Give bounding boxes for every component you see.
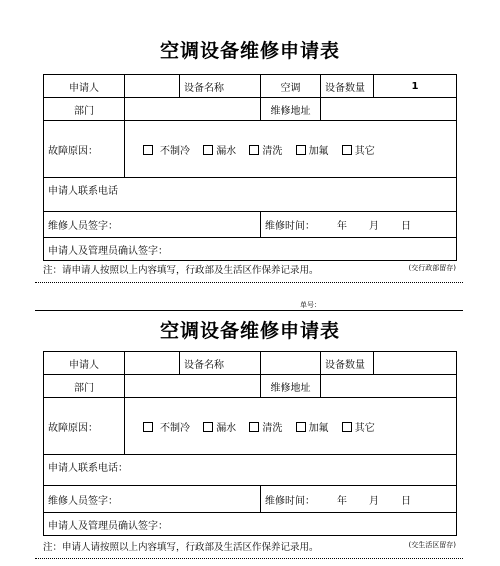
repair-time-field[interactable]: 维修时间： 年 月 日 — [261, 486, 457, 513]
divider — [35, 310, 463, 311]
checkbox-icon[interactable] — [143, 145, 153, 155]
department-label: 部门 — [44, 375, 125, 398]
repairer-sign-field[interactable] — [44, 212, 261, 238]
serial-label: 单号： — [300, 301, 321, 309]
device-qty-label: 设备数量 — [321, 352, 374, 375]
repairer-sign-label: 维修人员签字： — [48, 221, 118, 232]
option-leak[interactable]: 漏水 — [203, 419, 236, 434]
device-name-label: 设备名称 — [180, 352, 261, 375]
repair-address-field[interactable] — [321, 375, 457, 398]
department-label: 部门 — [44, 98, 125, 121]
confirm-sign-field[interactable] — [44, 513, 457, 536]
checkbox-icon[interactable] — [203, 145, 213, 155]
checkbox-icon[interactable] — [296, 145, 306, 155]
device-qty-value[interactable]: 1 — [374, 75, 457, 98]
device-name-value[interactable]: 空调 — [261, 75, 321, 98]
form-note: 注：请申请人按照以上内容填写，行政部及生活区作保养记录用。 (交行政部留存) — [43, 264, 456, 276]
cut-line — [35, 282, 463, 283]
option-leak[interactable]: 漏水 — [203, 142, 236, 157]
fault-options — [125, 121, 457, 178]
applicant-field[interactable] — [125, 352, 180, 375]
note-dept: (交行政部留存) — [408, 264, 456, 272]
contact-phone-field[interactable] — [44, 178, 457, 212]
repair-address-field[interactable] — [321, 98, 457, 121]
repairer-sign-field[interactable] — [44, 486, 261, 513]
form-title: 空调设备维修申请表 — [159, 40, 340, 62]
checkbox-icon[interactable] — [203, 422, 213, 432]
cut-line — [35, 558, 463, 559]
repairer-sign-label: 维修人员签字： — [48, 495, 118, 507]
device-qty-value[interactable] — [374, 352, 457, 375]
repair-time-label: 维修时间： — [265, 221, 315, 232]
repair-time-field[interactable]: 维修时间： 年 月 日 — [261, 212, 457, 238]
checkbox-icon[interactable] — [249, 145, 259, 155]
repair-address-label: 维修地址 — [261, 98, 321, 121]
fault-reason-label: 故障原因： — [44, 121, 125, 178]
option-other[interactable]: 其它 — [342, 419, 375, 434]
option-other[interactable]: 其它 — [342, 142, 375, 157]
applicant-field[interactable] — [125, 75, 180, 98]
fault-options — [125, 398, 457, 455]
option-no-cooling[interactable]: 不制冷 — [143, 142, 190, 157]
repair-time-label: 维修时间： — [265, 495, 315, 507]
device-name-label: 设备名称 — [180, 75, 261, 98]
form-title: 空调设备维修申请表 — [159, 320, 340, 342]
contact-phone-label: 申请人联系电话 — [48, 186, 118, 197]
repair-form-table — [43, 74, 457, 261]
option-refrigerant[interactable]: 加氟 — [296, 419, 329, 434]
option-clean[interactable]: 清洗 — [249, 419, 282, 434]
checkbox-icon[interactable] — [143, 422, 153, 432]
contact-phone-field[interactable] — [44, 455, 457, 486]
option-no-cooling[interactable]: 不制冷 — [143, 419, 190, 434]
checkbox-icon[interactable] — [296, 422, 306, 432]
repair-form-table — [43, 351, 457, 536]
repair-address-label: 维修地址 — [261, 375, 321, 398]
option-clean[interactable]: 清洗 — [249, 142, 282, 157]
confirm-sign-label: 申请人及管理员确认签字： — [48, 520, 168, 532]
department-field[interactable] — [125, 375, 261, 398]
device-name-value[interactable] — [261, 352, 321, 375]
confirm-sign-label: 申请人及管理员确认签字： — [48, 245, 168, 257]
contact-phone-label: 申请人联系电话： — [48, 463, 128, 474]
checkbox-icon[interactable] — [249, 422, 259, 432]
checkbox-icon[interactable] — [342, 422, 352, 432]
fault-reason-label: 故障原因： — [44, 398, 125, 455]
option-refrigerant[interactable]: 加氟 — [296, 142, 329, 157]
applicant-label: 申请人 — [44, 75, 125, 98]
department-field[interactable] — [125, 98, 261, 121]
form-note: 注：申请人请按照以上内容填写，行政部及生活区作保养记录用。 (交生活区留存) — [43, 541, 456, 553]
device-qty-label: 设备数量 — [321, 75, 374, 98]
confirm-sign-field[interactable] — [44, 238, 457, 261]
checkbox-icon[interactable] — [342, 145, 352, 155]
note-dept: (交生活区留存) — [408, 541, 456, 549]
applicant-label: 申请人 — [44, 352, 125, 375]
